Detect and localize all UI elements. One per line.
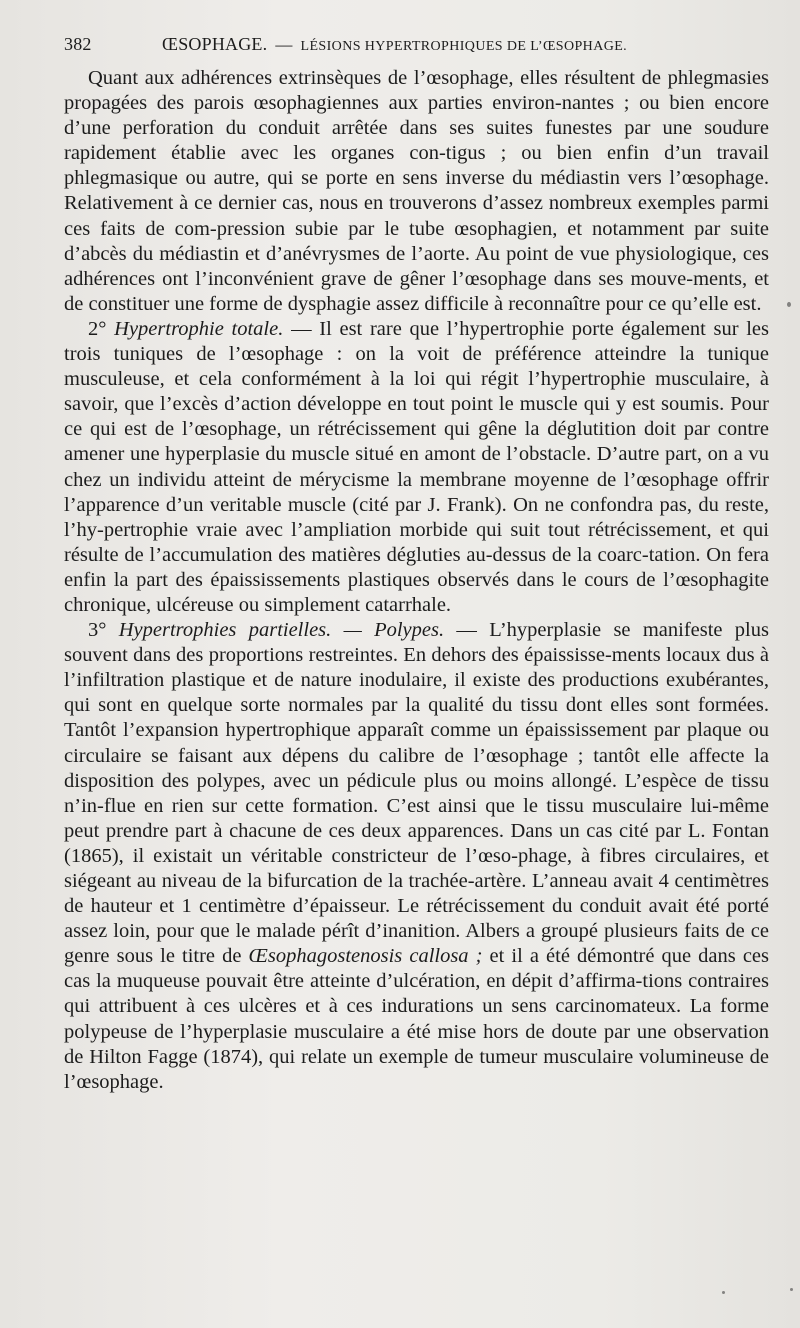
scan-speck: [787, 302, 791, 307]
scan-speck: [722, 1291, 725, 1294]
body-text: [64, 66, 769, 1095]
page-number: 382: [64, 34, 92, 54]
running-head-separator: —: [275, 35, 293, 54]
paragraph-adherences: [64, 66, 769, 317]
paragraph-adherences-text: Quant aux adhérences extrinsèques de l’œsophage, elles résultent de phlegmasies propagées des parois œsophagiennes aux parties environ-nantes ; ou bien encore d’une perforation du conduit arrêtée dans ses suites funestes par une soudure rapidement établie avec les organes con-tigus ; ou bien enfin d’un travail phlegmasique ou autre, qui se porte en sens inverse du médiastin vers l’œsophage. Relativement à ce dernier cas, nous en trouverons d’assez nombreux exemples parmi ces faits de com-pression subie par le tube œsophagien, et notamment par suite d’abcès du médiastin et d’anévrysmes de l’aorte. Au point de vue physiologique, ces adhérences ont l’inconvénient grave de gêner l’œsophage dans ses mouve-ments, et de constituer une forme de dysphagie assez difficile à reconnaître pour ce qu’elle est.: [64, 67, 769, 315]
running-head-subtitle: LÉSIONS HYPERTROPHIQUES DE L’ŒSOPHAGE.: [300, 39, 628, 54]
section-text: — L’hyperplasie se manifeste plus souvent dans des proportions restreintes. En dehors des épaississe-ments locaux dus à l’infiltration plastique et de nature inodulaire, il existe des productions exubérantes, qui sont en quelque sorte normales par la qualité du tissu dont elles sont formées. Tantôt l’expansion hypertrophique apparaît comme un épaississement par plaque ou circulaire se faisant aux dépens du calibre de l’œsophage ; tantôt elle affecte la disposition des polypes, avec un pédicule plus ou moins allongé. L’espèce de tissu n’in-flue en rien sur cette formation. C’est ainsi que le tissu musculaire lui-même peut prendre part à chacune de ces deux apparences. Dans un cas cité par L. Fontan (1865), il existait un véritable constricteur de l’œso-phage, à fibres circulaires, et siégeant au niveau de la bifurcation de la trachée-artère. L’anneau avait 4 centimètres de hauteur et 1 centimètre d’épaisseur. Le rétrécissement du conduit avait été porté assez loin, pour que le malade pérît d’inanition. Albers a groupé plusieurs faits de ce genre sous le titre de: [64, 619, 769, 968]
section-text-continued: et il a été démontré que dans ces cas la muqueuse pouvait être atteinte d’ulcération, en dépit d’affirma-tions contraires qui attribuent à ces ulcères et à ces indurations un sens carcinomateux. La forme polypeuse de l’hyperplasie musculaire a été mise hors de doute par une observation de Hilton Fagge (1874), qui relate un exemple de tumeur musculaire volumineuse de l’œsophage.: [64, 945, 770, 1093]
section-hypertrophies-partielles: [64, 618, 769, 1095]
scan-speck: [790, 1288, 793, 1291]
running-head-title: ŒSOPHAGE.: [162, 34, 268, 54]
latin-term: Œsophagostenosis callosa ;: [248, 945, 483, 968]
section-title: Hypertrophies partielles. — Polypes.: [118, 619, 445, 642]
section-hypertrophie-totale: [64, 317, 769, 618]
running-head: [64, 34, 768, 55]
section-number: 3°: [88, 619, 107, 642]
section-number: 2°: [88, 317, 107, 340]
section-title: Hypertrophie totale.: [114, 317, 284, 340]
section-text: — Il est rare que l’hypertrophie porte également sur les trois tuniques de l’œsophage : on la voit de préférence atteindre la tunique musculeuse, et cela conformément à la loi qui régit l’hypertrophie musculaire, à savoir, que l’excès d’action développe en tout point le muscle qui y est soumis. Pour ce qui est de l’œsophage, un rétrécissement qui gêne la déglutition doit par contre amener une hyperplasie du muscle situé en amont de l’obstacle. D’autre part, on a vu chez un individu atteint de mérycisme la membrane moyenne de l’œsophage offrir l’apparence d’un veritable muscle (cité par J. Frank). On ne confondra pas, du reste, l’hy-pertrophie vraie avec l’ampliation morbide qui suit tout rétrécissement, et qui résulte de l’accumulation des matières dégluties au-dessus de la coarc-tation. On fera enfin la part des épaississements plastiques observés dans le cours de l’œsophagite chronique, ulcéreuse ou simplement catarrhale.: [64, 317, 770, 616]
